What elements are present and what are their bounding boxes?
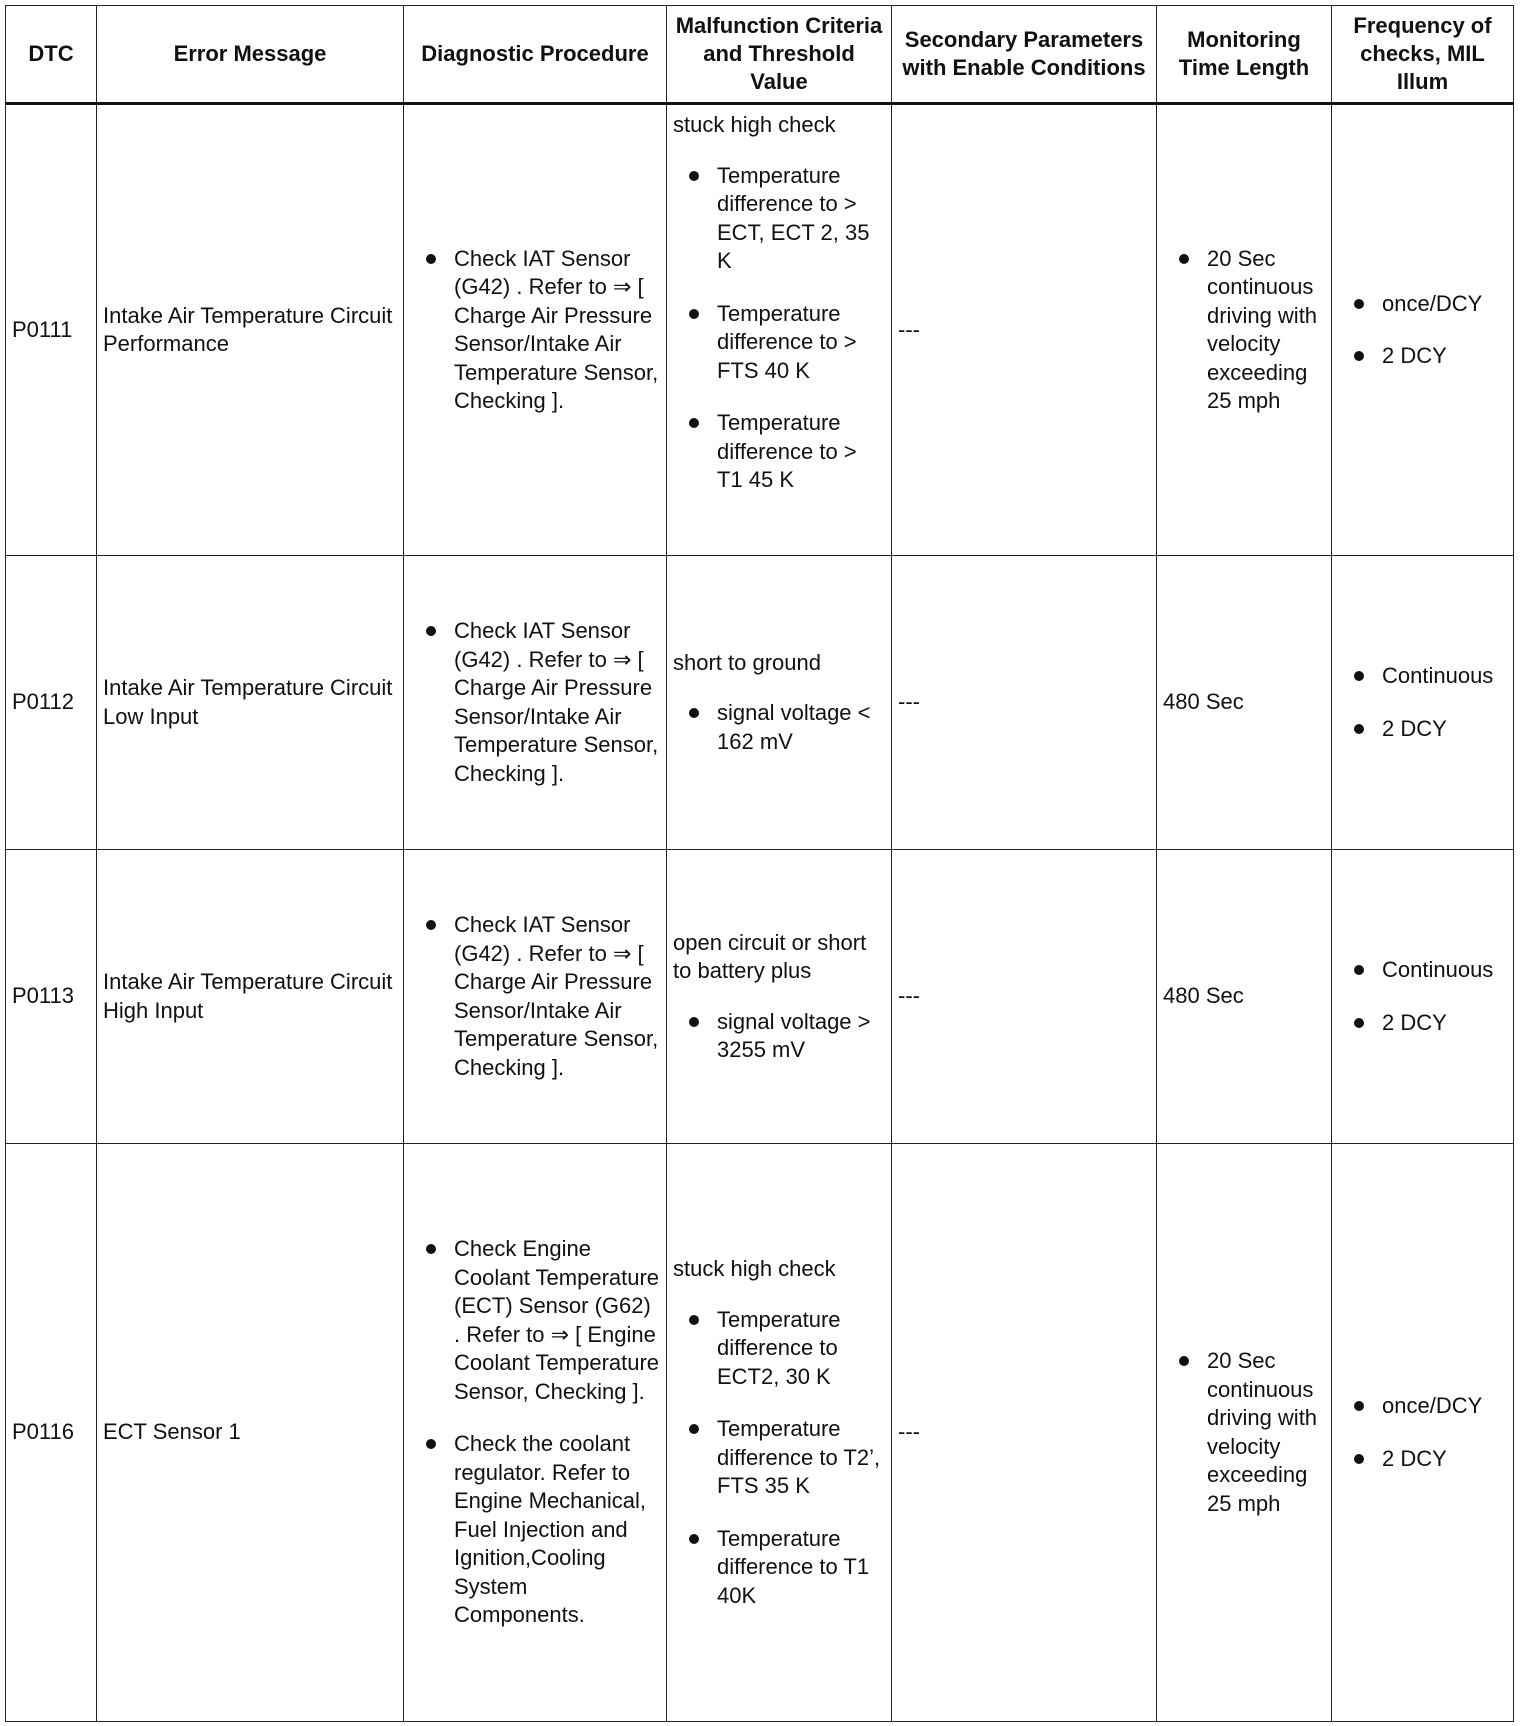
procedure-item: Check IAT Sensor (G42) . Refer to ⇒ [ Charge Air Pressure Sensor/Intake Air Temperature Sensor, Checking ]. [410, 911, 660, 1082]
monitoring-time: 480 Sec [1157, 556, 1332, 850]
diagnostic-procedure [404, 850, 667, 1144]
monitoring-item: 20 Sec continuous driving with velocity exceeding 25 mph [1163, 245, 1325, 416]
header-error-message: Error Message [97, 6, 404, 104]
dtc-code: P0116 [6, 1144, 97, 1722]
diagnostic-procedure [404, 1144, 667, 1722]
frequency-list [1338, 1392, 1507, 1473]
criteria-list [673, 1306, 885, 1611]
procedure-item: Check the coolant regulator. Refer to Engine Mechanical, Fuel Injection and Ignition,Cooling System Components. [410, 1430, 660, 1630]
malfunction-criteria [667, 556, 892, 850]
frequency-item: once/DCY [1338, 290, 1507, 319]
monitoring-list [1163, 1347, 1325, 1518]
table-row [6, 1144, 1514, 1722]
monitoring-item: 20 Sec continuous driving with velocity exceeding 25 mph [1163, 1347, 1325, 1518]
frequency-item: Continuous [1338, 662, 1507, 691]
procedure-item: Check IAT Sensor (G42) . Refer to ⇒ [ Charge Air Pressure Sensor/Intake Air Temperature Sensor, Checking ]. [410, 617, 660, 788]
monitoring-time: 480 Sec [1157, 850, 1332, 1144]
criteria-lead: open circuit or short to battery plus [673, 929, 867, 983]
criteria-item: Temperature difference to > ECT, ECT 2, 35 K [673, 162, 885, 276]
header-dtc: DTC [6, 6, 97, 104]
diagnostic-procedure [404, 556, 667, 850]
frequency [1332, 104, 1514, 556]
monitoring-time [1157, 104, 1332, 556]
dtc-code: P0111 [6, 104, 97, 556]
dtc-code: P0113 [6, 850, 97, 1144]
criteria-item: Temperature difference to T1 40K [673, 1525, 885, 1611]
secondary-parameters: --- [892, 1144, 1157, 1722]
criteria-item: signal voltage < 162 mV [673, 699, 885, 756]
error-message: Intake Air Temperature Circuit Low Input [97, 556, 404, 850]
criteria-list [673, 699, 885, 756]
criteria-list [673, 1008, 885, 1065]
procedure-list [410, 911, 660, 1082]
frequency [1332, 556, 1514, 850]
criteria-lead: short to ground [673, 649, 821, 675]
header-frequency: Frequency of checks, MIL Illum [1332, 6, 1514, 104]
procedure-item: Check IAT Sensor (G42) . Refer to ⇒ [ Charge Air Pressure Sensor/Intake Air Temperature Sensor, Checking ]. [410, 245, 660, 416]
procedure-item: Check Engine Coolant Temperature (ECT) Sensor (G62) . Refer to ⇒ [ Engine Coolant Temperature Sensor, Checking ]. [410, 1235, 660, 1406]
header-diagnostic-procedure: Diagnostic Procedure [404, 6, 667, 104]
table-row [6, 850, 1514, 1144]
frequency-item: once/DCY [1338, 1392, 1507, 1421]
frequency [1332, 850, 1514, 1144]
malfunction-criteria [667, 850, 892, 1144]
criteria-item: Temperature difference to > FTS 40 K [673, 300, 885, 386]
frequency [1332, 1144, 1514, 1722]
secondary-parameters: --- [892, 104, 1157, 556]
frequency-item: 2 DCY [1338, 1009, 1507, 1038]
header-malfunction-criteria: Malfunction Criteria and Threshold Value [667, 6, 892, 104]
procedure-list [410, 245, 660, 416]
criteria-item: Temperature difference to T2’, FTS 35 K [673, 1415, 885, 1501]
table-row [6, 556, 1514, 850]
secondary-parameters: --- [892, 850, 1157, 1144]
monitoring-list [1163, 245, 1325, 416]
criteria-lead: stuck high check [673, 112, 836, 137]
frequency-list [1338, 290, 1507, 371]
criteria-item: Temperature difference to ECT2, 30 K [673, 1306, 885, 1392]
frequency-list [1338, 956, 1507, 1037]
frequency-item: 2 DCY [1338, 342, 1507, 371]
table-row [6, 104, 1514, 556]
error-message: ECT Sensor 1 [97, 1144, 404, 1722]
error-message: Intake Air Temperature Circuit Performance [97, 104, 404, 556]
malfunction-criteria [667, 104, 892, 556]
monitoring-time [1157, 1144, 1332, 1722]
criteria-lead: stuck high check [673, 1256, 836, 1281]
frequency-item: 2 DCY [1338, 715, 1507, 744]
error-message: Intake Air Temperature Circuit High Input [97, 850, 404, 1144]
criteria-list [673, 162, 885, 495]
frequency-item: Continuous [1338, 956, 1507, 985]
procedure-list [410, 1235, 660, 1630]
header-monitoring-time: Monitoring Time Length [1157, 6, 1332, 104]
procedure-list [410, 617, 660, 788]
header-row [6, 6, 1514, 104]
dtc-code: P0112 [6, 556, 97, 850]
dtc-table [5, 5, 1514, 1722]
frequency-item: 2 DCY [1338, 1445, 1507, 1474]
criteria-item: signal voltage > 3255 mV [673, 1008, 885, 1065]
frequency-list [1338, 662, 1507, 743]
malfunction-criteria [667, 1144, 892, 1722]
header-secondary-parameters: Secondary Parameters with Enable Conditions [892, 6, 1157, 104]
secondary-parameters: --- [892, 556, 1157, 850]
diagnostic-procedure [404, 104, 667, 556]
criteria-item: Temperature difference to > T1 45 K [673, 409, 885, 495]
